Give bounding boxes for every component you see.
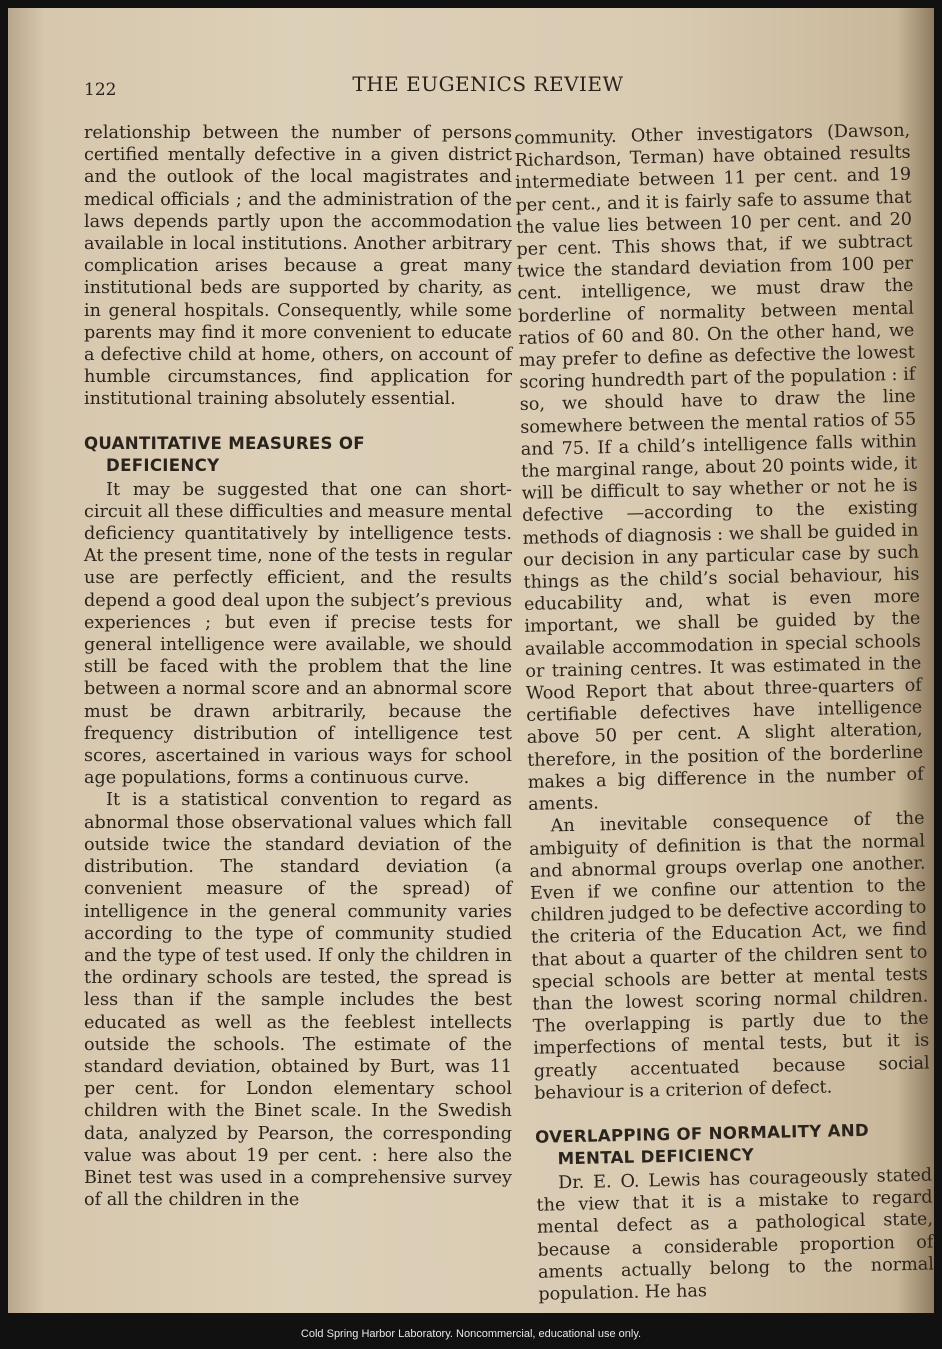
paragraph: It may be suggested that one can short-circuit all these difficulties and measure mental deficiency quantitatively by intelligence tests. At the present time, none of the tests in regular use are perfectly efficient, and the results depend a good deal upon the subject’s previous experiences ; but even if precise tests for general intelligence were available, we should still be faced with the problem that the line between a normal score and an abnormal score must be drawn arbitrarily, because the frequency distribution of intelligence test scores, ascertained in various ways for school age populations, forms a continuous curve. (84, 479, 512, 789)
left-column (84, 122, 512, 1211)
book-page (8, 8, 934, 1313)
heading-line: QUANTITATIVE MEASURES OF (84, 433, 365, 453)
heading-line: MENTAL DEFICIENCY (557, 1145, 755, 1169)
heading-line: OVERLAPPING OF NORMALITY AND (534, 1120, 870, 1147)
section-heading (84, 433, 512, 477)
archive-footer: Cold Spring Harbor Laboratory. Noncommercial, educational use only. (300, 1328, 642, 1340)
paragraph: Dr. E. O. Lewis has courageously stated the view that it is a mistake to regard mental defect as a pathological state, because a considerable proportion of aments actually belong to the normal population. He has (536, 1165, 934, 1305)
paragraph: relationship between the number of persons certified mentally defective in a given district and the outlook of the local magistrates and medical officials ; and the administration of the laws depends partly upon the accommodation available in local institutions. Another arbitrary complication arises because a great many institutional beds are supported by charity, as in general hospitals. Consequently, while some parents may find it more convenient to educate a defective child at home, others, on account of humble circumstances, find application for institutional training absolutely essential. (84, 123, 512, 410)
paragraph: An inevitable consequence of the ambiguity of definition is that the normal and abnormal groups overlap one another. Even if we confine our attention to the children judged to be defective according to the criteria of the Education Act, we find that about a quarter of the children sent to special schools are better at mental tests than the lowest scoring normal children. The overlapping is partly due to the imperfections of mental tests, but it is greatly accentuated because social behaviour is a criterion of defect. (528, 808, 930, 1104)
heading-line: DEFICIENCY (106, 455, 220, 475)
page-number: 122 (84, 80, 117, 100)
right-column (514, 120, 934, 1306)
paragraph: It is a statistical convention to regard as abnormal those observational values which fall outside twice the standard deviation of the distribution. The standard deviation (a convenient measure of the spread) of intelligence in the general community varies according to the type of community studied and the type of test used. If only the children in the ordinary schools are tested, the spread is less than if the sample includes the best educated as well as the feeblest intellects outside the schools. The estimate of the standard deviation, obtained by Burt, was 11 per cent. for London elementary school children with the Binet scale. In the Swedish data, analyzed by Pearson, the corresponding value was about 19 per cent. : here also the Binet test was used in a comprehensive survey of all the children in the (84, 790, 512, 1211)
running-head: THE EUGENICS REVIEW (352, 72, 624, 96)
section-heading (535, 1118, 932, 1170)
paragraph: community. Other investigators (Dawson, Richardson, Terman) have obtained results intermediate between 11 per cent. and 19 per cent., and it is fairly safe to assume that the value lies between 10 per cent. and 20 per cent. This shows that, if we subtract twice the standard deviation from 100 per cent. intelligence, we must draw the borderline of normality between mental ratios of 60 and 80. On the other hand, we may prefer to define as defective the lowest scoring hundredth part of the population : if so, we should have to draw the line somewhere between the mental ratios of 55 and 75. If a child’s intelligence falls within the marginal range, about 20 points wide, it will be difficult to say whether or not he is defective —according to the existing methods of diagnosis : we shall be guided in our decision in any particular case by such things as the child’s social behaviour, his educability and, what is even more important, we shall be guided by the available accommodation in special schools or training centres. It was estimated in the Wood Report that about three-quarters of certifiable defectives have intelligence above 50 per cent. A slight alteration, therefore, in the position of the borderline makes a big difference in the number of aments. (514, 120, 924, 815)
